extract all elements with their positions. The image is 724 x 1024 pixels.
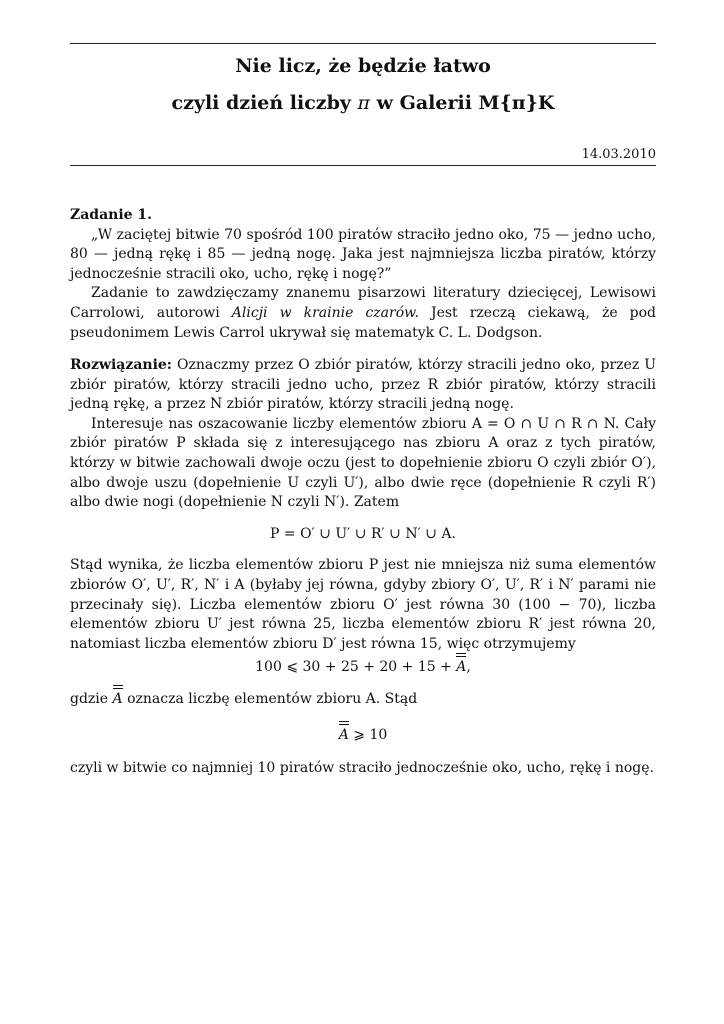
header-bottom-rule bbox=[70, 165, 656, 166]
equation-2 bbox=[70, 656, 656, 678]
equation-3-set-count: A bbox=[339, 724, 349, 746]
problem-p2-post: Jest rzeczą ciekawą, że pod pseudonimem Lewis Carrol ukrywał się matematyk C. L. Dodgson. bbox=[70, 304, 657, 341]
title-line-2 bbox=[70, 92, 656, 114]
equation-3-rhs: ⩾ 10 bbox=[348, 726, 388, 743]
p4-set-count: A bbox=[113, 688, 123, 710]
title-text-1: Nie licz, że będzie łatwo bbox=[235, 55, 491, 77]
title-text-2b: w Galerii M{π}K bbox=[370, 92, 555, 114]
book-title: Alicji w krainie czarów. bbox=[231, 304, 419, 321]
problem-section bbox=[70, 206, 656, 343]
solution-paragraph-2: Interesuje nas oszacowanie liczby elementów zbioru A = O ∩ U ∩ R ∩ N. Cały zbiór piratów P składa się z interesującego nas zbioru A oraz z tych piratów, którzy w bitwie zachowali dwoje oczu (jest to dopełnienie zbioru O czyli zbiór O′), albo dwoje uszu (dopełnienie U czyli U′), albo dwie ręce (dopełnienie R czyli R′) albo dwie nogi (dopełnienie N czyli N′). Zatem bbox=[70, 415, 656, 511]
solution-paragraph-3: Stąd wynika, że liczba elementów zbioru P jest nie mniejsza niż suma elementów zbiorów O′, U′, R′, N′ i A (byłaby jej równa, gdyby zbiory O′, U′, R′ i N′ parami nie przecinały się). Liczba elementów zbioru O′ jest równa 30 (100 − 70), liczba elementów zbioru U′ jest równa 25, liczba elementów zbioru R′ jest równa 20, natomiast liczba elementów zbioru D′ jest równa 15, więc otrzymujemy bbox=[70, 557, 656, 652]
title-line-1 bbox=[70, 55, 656, 77]
equation-1: P = O′ ∪ U′ ∪ R′ ∪ N′ ∪ A. bbox=[270, 525, 456, 542]
title-text-2a: czyli dzień liczby bbox=[171, 92, 358, 114]
p4-pre: gdzie bbox=[70, 690, 113, 707]
solution-paragraph-4 bbox=[70, 688, 656, 710]
solution-heading: Rozwiązanie: bbox=[70, 357, 172, 373]
document-date: 14.03.2010 bbox=[581, 147, 656, 162]
problem-p2-pre: Zadanie to zawdzięczamy znanemu pisarzowi literatury dziecięcej, Lewisowi Carrolowi, autorowi bbox=[70, 285, 656, 321]
solution-section bbox=[70, 356, 656, 779]
problem-paragraph-2 bbox=[70, 284, 656, 343]
problem-heading: Zadanie 1. bbox=[70, 207, 153, 223]
solution-p1-text: Oznaczmy przez O zbiór piratów, którzy stracili jedno oko, przez U zbiór piratów, którzy stracili jedno ucho, przez R zbiór piratów, którzy stracili jedną rękę, a przez N zbiór piratów, którzy stracili jedną nogę. bbox=[70, 357, 656, 413]
equation-2-set-count: A bbox=[456, 656, 466, 678]
problem-paragraph-1: „W zaciętej bitwie 70 spośród 100 piratów straciło jedno oko, 75 — jedno ucho, 80 — jedną rękę i 85 — jedną nogę. Jaka jest najmniejsza liczba piratów, którzy jednocześnie stracili oko, ucho, rękę i nogę?” bbox=[70, 226, 656, 282]
pi-symbol: π bbox=[357, 92, 371, 114]
equation-2-lhs: 100 ⩽ 30 + 25 + 20 + 15 + bbox=[255, 659, 457, 676]
equation-2-end: , bbox=[466, 659, 471, 676]
p4-post: oznacza liczbę elementów zbioru A. Stąd bbox=[122, 690, 418, 707]
equation-3 bbox=[70, 724, 656, 746]
top-rule bbox=[70, 43, 656, 44]
solution-paragraph-1 bbox=[70, 356, 656, 415]
solution-paragraph-5: czyli w bitwie co najmniej 10 piratów straciło jednocześnie oko, ucho, rękę i nogę. bbox=[70, 760, 654, 777]
